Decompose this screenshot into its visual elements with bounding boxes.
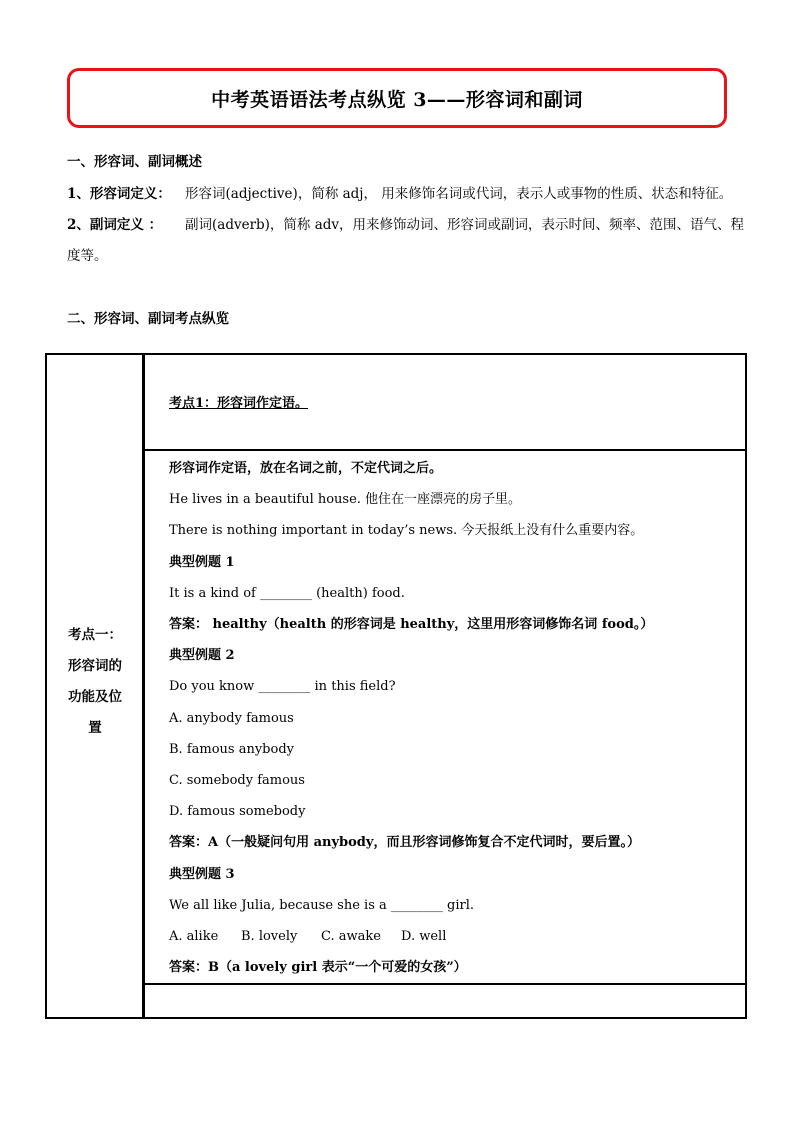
option: A. alike xyxy=(169,929,219,944)
question-label: 典型例题 1 xyxy=(169,555,235,570)
answer-text: 答案：A（一般疑问句用 anybody，而且形容词修饰复合不定代词时，要后置。） xyxy=(169,835,640,850)
left-label-line: 形容词的 xyxy=(68,658,122,674)
grammar-table xyxy=(45,353,747,1019)
option: A. anybody famous xyxy=(169,711,294,726)
left-label xyxy=(48,620,142,744)
adv-text-cont: 度等。 xyxy=(67,248,108,264)
left-label-line: 考点一： xyxy=(68,627,122,643)
section2-heading: 二、形容词、副词考点纵览 xyxy=(67,311,229,327)
answer-text: 答案：B（a lovely girl 表示“一个可爱的女孩”） xyxy=(169,960,467,975)
rule-text: 形容词作定语，放在名词之前，不定代词之后。 xyxy=(169,461,443,476)
options-row xyxy=(169,928,446,946)
point-header: 考点1：形容词作定语。 xyxy=(169,396,309,411)
left-label-line: 功能及位 xyxy=(68,689,122,705)
adj-definition xyxy=(67,184,751,204)
table-row-divider xyxy=(143,983,747,985)
adv-label: 2、副词定义 ： xyxy=(67,217,163,233)
question-label: 典型例题 3 xyxy=(169,867,235,882)
adv-definition xyxy=(67,215,751,235)
page-title: 中考英语语法考点纵览 3——形容词和副词 xyxy=(211,88,583,111)
option: C. somebody famous xyxy=(169,773,305,788)
left-label-line: 置 xyxy=(88,720,102,736)
question-text: Do you know ________ in this field? xyxy=(169,679,396,694)
answer-text: 答案： healthy（health 的形容词是 healthy，这里用形容词修饰名词 food。） xyxy=(169,617,654,632)
question-label: 典型例题 2 xyxy=(169,648,235,663)
question-text: It is a kind of ________ (health) food. xyxy=(169,586,405,601)
option: B. famous anybody xyxy=(169,742,294,757)
table-column-divider xyxy=(142,353,145,1019)
option: B. lovely xyxy=(241,929,298,944)
option: C. awake xyxy=(321,929,381,944)
table-row-divider xyxy=(143,449,747,451)
option: D. famous somebody xyxy=(169,804,306,819)
example-sentence: There is nothing important in today’s news. 今天报纸上没有什么重要内容。 xyxy=(169,523,644,538)
question-text: We all like Julia, because she is a ________ girl. xyxy=(169,898,475,913)
adj-text: 形容词(adjective)，简称 adj， 用来修饰名词或代词，表示人或事物的性质、状态和特征。 xyxy=(185,186,733,202)
option: D. well xyxy=(401,929,447,944)
adv-text: 副词(adverb)，简称 adv，用来修饰动词、形容词或副词，表示时间、频率、范围、语气、程 xyxy=(185,217,745,233)
title-box xyxy=(67,68,727,128)
example-sentence: He lives in a beautiful house. 他住在一座漂亮的房子里。 xyxy=(169,492,522,507)
adj-label: 1、形容词定义： xyxy=(67,186,171,202)
section1-heading: 一、形容词、副词概述 xyxy=(67,154,202,170)
